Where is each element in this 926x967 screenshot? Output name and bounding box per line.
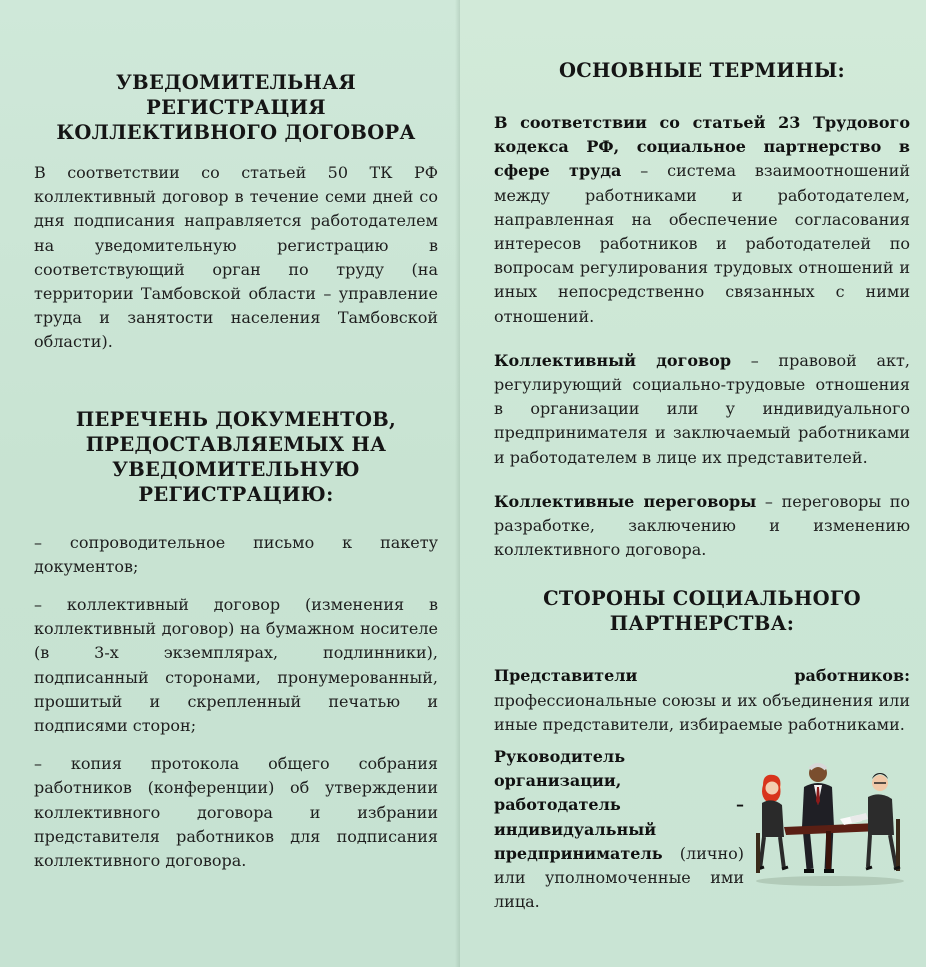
employer-block [494,745,910,914]
list-item: – коллективный договор (изменения в коллективный договор) на бумажном носителе (в 3-х экземплярах, подлинники), подписанный сторонами, пронумерованный, прошитый и скрепленный печатью и подписями сторон; [34,595,438,736]
terms-heading: ОСНОВНЫЕ ТЕРМИНЫ: [558,59,846,82]
business-meeting-illustration-icon [750,757,910,891]
party-employer [494,745,744,914]
list-item: – сопроводительное письмо к пакету документов; [34,532,438,576]
list-item: – копия протокола общего собрания работников (конференции) об утверждении коллективного договора и избрании представителя работников для подписания коллективного договора. [34,754,438,871]
party-term: Руководитель организации, работодатель – индивидуальный предприниматель [494,747,744,863]
definition-term: Коллективные переговоры [494,491,757,511]
registration-heading: УВЕДОМИТЕЛЬНАЯ РЕГИСТРАЦИЯ КОЛЛЕКТИВНОГО ДОГОВОРА [56,71,416,144]
party-text: (лично) или уполномоченные ими лица. [494,843,744,912]
right-page [460,0,926,967]
definition-text: – правовой акт, регулирующий социально-трудовые отношения в организации или у индивидуального предпринимателя и заключаемый работниками и работодателем в лице их представителей. [494,350,910,467]
party-employee-representatives [494,664,910,737]
definition-term: В соответствии со статьей 23 Трудового кодекса РФ, социальное партнерство в сфере труда [494,113,910,181]
definition-collective-negotiations [494,490,910,563]
left-page [0,0,460,967]
parties-heading: СТОРОНЫ СОЦИАЛЬНОГО ПАРТНЕРСТВА: [543,587,861,636]
documents-list [34,531,438,874]
party-term: Представители работников: [494,666,910,686]
definition-collective-agreement [494,349,910,470]
definition-text: – система взаимоотношений между работниками и работодателем, направленная на обеспечение согласования интересов работников и работодателей по вопросам регулирования трудовых отношений и иных непосредственно связанных с ними отношений. [494,161,911,326]
registration-paragraph: В соответствии со статьей 50 ТК РФ коллективный договор в течение семи дней со дня подписания направляется работодателем на уведомительную регистрацию в соответствующий орган по труду (на территории Тамбовской области – управление труда и занятости населения Тамбовской области). [34,163,438,352]
documents-list-heading: ПЕРЕЧЕНЬ ДОКУМЕНТОВ, ПРЕДОСТАВЛЯЕМЫХ НА УВЕДОМИТЕЛЬНУЮ РЕГИСТРАЦИЮ: [75,407,397,506]
party-text: профессиональные союзы и их объединения или иные представители, избираемые работниками. [494,690,910,734]
definition-term: Коллективный договор [494,350,732,370]
definition-social-partnership [494,111,910,329]
definition-text: – переговоры по разработке, заключению и изменению коллективного договора. [494,491,911,560]
